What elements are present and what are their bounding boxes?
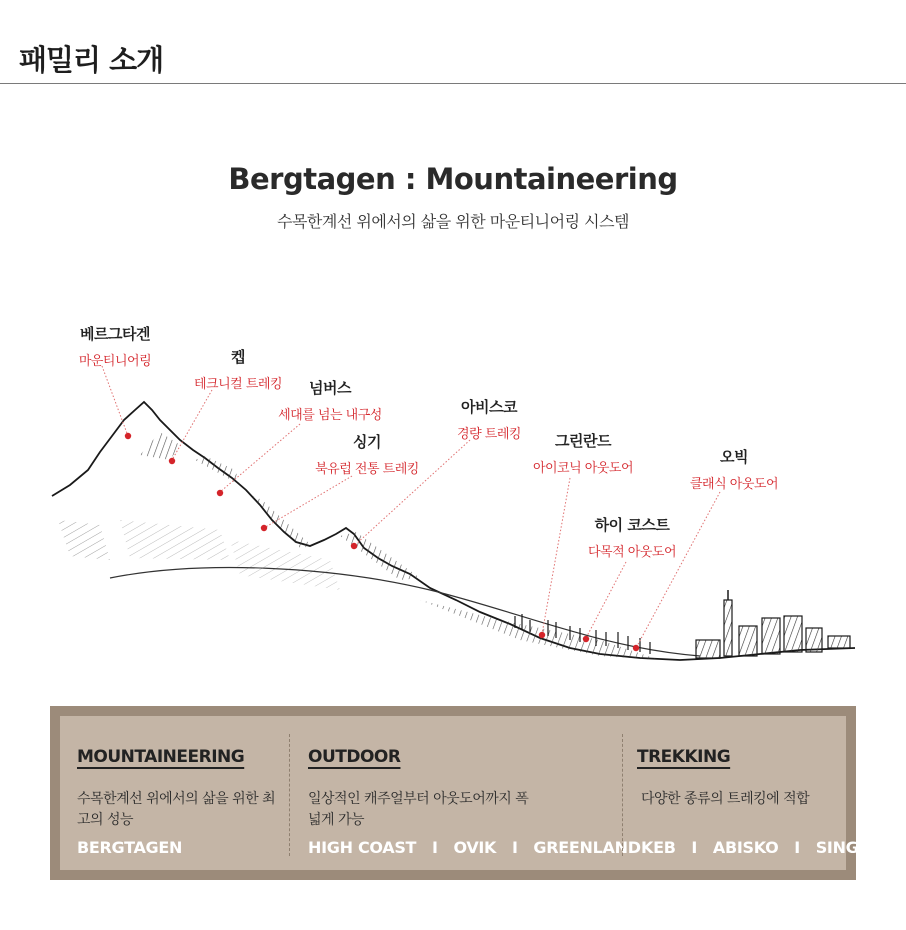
callout-bergtagen	[62, 323, 168, 369]
category-products: KEB I ABISKO I SINGI	[641, 838, 865, 857]
marker-numbers	[217, 490, 223, 496]
category-title: OUTDOOR	[308, 747, 401, 767]
marker-greenland	[539, 632, 545, 638]
category-products: HIGH COAST I OVIK I GREENLAND	[308, 838, 641, 857]
category-mountaineering	[77, 716, 297, 870]
callout-greenland	[520, 430, 646, 476]
callout-desc: 아이코닉 아웃도어	[532, 461, 634, 476]
slope-shadow-6	[58, 520, 110, 560]
callout-desc: 경량 트레킹	[457, 427, 521, 442]
category-outdoor	[308, 716, 641, 870]
callout-name: 아비스코	[461, 398, 517, 416]
slope-shadow-7	[120, 520, 230, 560]
callout-desc: 마운티니어링	[78, 354, 152, 369]
category-desc: 일상적인 캐주얼부터 아웃도어까지 폭넓게 가능	[308, 791, 529, 828]
callout-desc: 다목적 아웃도어	[587, 545, 677, 560]
mountain-illustration	[0, 300, 906, 680]
callout-name: 싱기	[353, 433, 381, 451]
category-panel	[50, 706, 865, 880]
category-title: MOUNTAINEERING	[77, 747, 245, 767]
column-divider	[622, 734, 623, 856]
slope-shadow-5	[420, 600, 660, 660]
category-trekking	[637, 716, 865, 870]
callout-numbers	[264, 377, 396, 423]
slope-shadow-3	[250, 495, 312, 548]
page-title: 패밀리 소개	[19, 43, 164, 77]
callout-name: 베르그타겐	[80, 325, 150, 343]
marker-bergtagen	[125, 433, 131, 439]
callout-ovik	[680, 446, 788, 492]
hero-subtitle: 수목한계선 위에서의 삶을 위한 마운티니어링 시스템	[277, 212, 629, 231]
column-divider	[289, 734, 290, 856]
marker-singi	[261, 525, 267, 531]
marker-high-coast	[583, 636, 589, 642]
category-desc: 다양한 종류의 트레킹에 적합	[641, 791, 810, 807]
valley-line	[110, 568, 700, 656]
callout-high-coast	[576, 514, 688, 560]
category-title: TREKKING	[637, 747, 731, 767]
category-desc: 수목한계선 위에서의 삶을 위한 최고의 성능	[77, 791, 276, 828]
category-panel-inner	[60, 716, 865, 870]
marker-keb	[169, 458, 175, 464]
callout-desc: 북유럽 전통 트레킹	[315, 462, 419, 477]
callout-name: 켑	[231, 348, 245, 366]
slope-shadow-1	[140, 432, 180, 460]
page-header	[0, 0, 906, 84]
callout-name: 하이 코스트	[594, 516, 670, 534]
callout-name: 그린란드	[555, 432, 611, 450]
marker-abisko	[351, 543, 357, 549]
leader-lines	[102, 366, 720, 648]
callout-singi	[302, 431, 432, 477]
callout-name: 넘버스	[309, 379, 351, 397]
hero-title: Bergtagen : Mountaineering	[228, 162, 678, 196]
category-products: BERGTAGEN	[77, 838, 183, 857]
callout-desc: 세대를 넘는 내구성	[278, 408, 382, 423]
callout-desc: 클래식 아웃도어	[689, 477, 779, 492]
callout-desc: 테크니컬 트레킹	[193, 377, 283, 392]
slope-shadow-8	[230, 540, 340, 590]
slope-shadow-4	[340, 532, 420, 580]
callout-name: 오빅	[720, 448, 748, 466]
marker-ovik	[633, 645, 639, 651]
